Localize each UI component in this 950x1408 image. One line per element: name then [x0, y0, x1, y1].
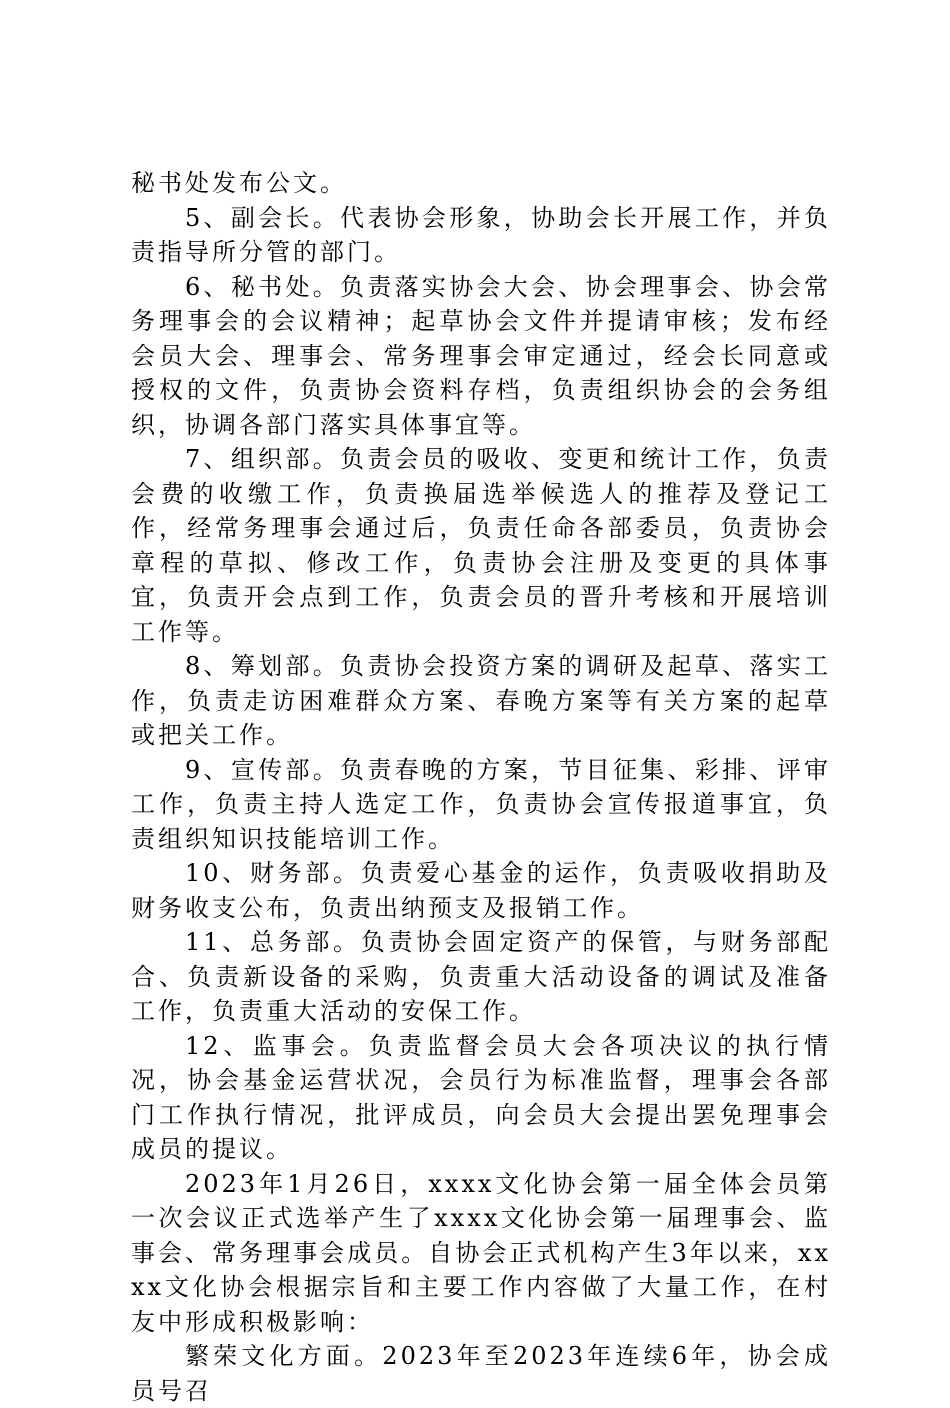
paragraph-8: 11、总务部。负责协会固定资产的保管，与财务部配合、负责新设备的采购，负责重大活动设备的调试及准备工作，负责重大活动的安保工作。	[131, 928, 831, 1025]
paragraph-9: 12、监事会。负责监督会员大会各项决议的执行情况，协会基金运营状况，会员行为标准监督，理事会各部门工作执行情况，批评成员，向会员大会提出罢免理事会成员的提议。	[131, 1031, 831, 1163]
paragraph-2: 5、副会长。代表协会形象，协助会长开展工作，并负责指导所分管的部门。	[131, 203, 831, 266]
paragraph-4: 7、组织部。负责会员的吸收、变更和统计工作，负责会费的收缴工作，负责换届选举候选人的推荐及登记工作，经常务理事会通过后，负责任命各部委员，负责协会章程的草拟、修改工作，负责协会注册及变更的具体事宜，负责开会点到工作，负责会员的晋升考核和开展培训工作等。	[131, 445, 831, 646]
paragraph-11: 繁荣文化方面。2023年至2023年连续6年，协会成员号召	[131, 1342, 831, 1405]
paragraph-10: 2023年1月26日，xxxx文化协会第一届全体会员第一次会议正式选举产生了xxxx文化协会第一届理事会、监事会、常务理事会成员。自协会正式机构产生3年以来，xxxx文化协会根据宗旨和主要工作内容做了大量工作，在村友中形成积极影响：	[131, 1169, 831, 1336]
paragraph-5: 8、筹划部。负责协会投资方案的调研及起草、落实工作，负责走访困难群众方案、春晚方案等有关方案的起草或把关工作。	[131, 652, 831, 749]
paragraph-6: 9、宣传部。负责春晚的方案，节目征集、彩排、评审工作，负责主持人选定工作，负责协会宣传报道事宜，负责组织知识技能培训工作。	[131, 755, 831, 853]
paragraph-7: 10、财务部。负责爱心基金的运作，负责吸收捐助及财务收支公布，负责出纳预支及报销工作。	[131, 859, 831, 922]
paragraph-1: 秘书处发布公文。	[131, 169, 347, 197]
document-body	[131, 166, 831, 1408]
paragraph-3: 6、秘书处。负责落实协会大会、协会理事会、协会常务理事会的会议精神；起草协会文件并提请审核；发布经会员大会、理事会、常务理事会审定通过，经会长同意或授权的文件，负责协会资料存档，负责组织协会的会务组织，协调各部门落实具体事宜等。	[131, 272, 831, 439]
